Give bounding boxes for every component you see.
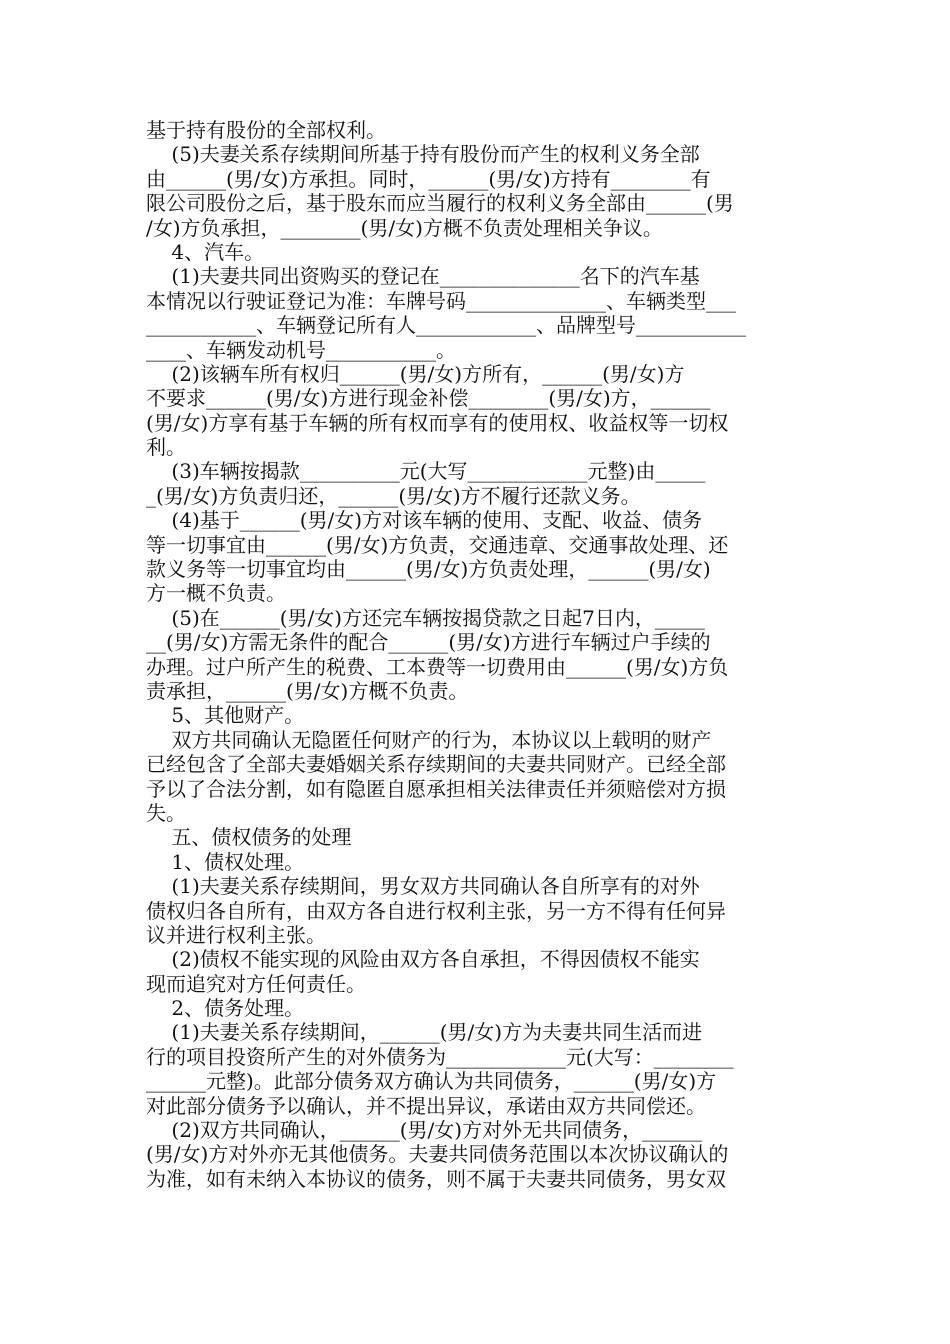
text-line: 基于持有股份的全部权利。 <box>146 118 386 142</box>
text-line: (5)夫妻关系存续期间所基于持有股份而产生的权利义务全部 <box>146 142 700 167</box>
text-line: 等一切事宜由______(男/女)方负责，交通违章、交通事故处理、还 <box>146 532 729 557</box>
section-heading: 五、债权债务的处理 <box>146 825 352 850</box>
text-line: 双方共同确认无隐匿任何财产的行为，本协议以上载明的财产 <box>146 727 712 752</box>
section-heading: 2、债务处理。 <box>146 996 305 1021</box>
text-line: 由______(男/女)方承担。同时，______(男/女)方持有________有 <box>146 166 711 191</box>
text-line: (男/女)方享有基于车辆的所有权而享有的使用权、收益权等一切权 <box>146 410 729 435</box>
text-line: 为准，如有未纳入本协议的债务，则不属于夫妻共同债务，男女双 <box>146 1166 726 1191</box>
text-line: _(男/女)方负责归还，______(男/女)方不履行还款义务。 <box>146 483 641 508</box>
text-line: 对此部分债务予以确认，并不提出异议，承诺由双方共同偿还。 <box>146 1093 706 1118</box>
text-line: 本情况以行驶证登记为准：车牌号码______________、车辆类型___ <box>146 288 736 313</box>
text-line: 责承担，______(男/女)方概不负责。 <box>146 678 469 703</box>
text-line: (1)夫妻关系存续期间，______(男/女)方为夫妻共同生活而进 <box>146 1020 703 1045</box>
text-line: 已经包含了全部夫妻婚姻关系存续期间的夫妻共同财产。已经全部 <box>146 752 726 777</box>
text-line: 行的项目投资所产生的对外债务为____________元(大写：________ <box>146 1044 734 1069</box>
text-line: (2)该辆车所有权归______(男/女)方所有，______(男/女)方 <box>146 361 685 386</box>
text-line: (1)夫妻共同出资购买的登记在______________名下的汽车基 <box>146 264 700 289</box>
text-line: __(男/女)方需无条件的配合______(男/女)方进行车辆过户手续的 <box>146 630 711 655</box>
text-line: 不要求______(男/女)方进行现金补偿________(男/女)方，______ <box>146 386 711 411</box>
text-line: (4)基于______(男/女)方对该车辆的使用、支配、收益、债务 <box>146 508 703 533</box>
text-line: 款义务等一切事宜均由______(男/女)方负责处理，______(男/女) <box>146 557 711 582</box>
text-line: /女)方负承担，________(男/女)方概不负责处理相关争议。 <box>146 215 663 240</box>
text-line: ____、车辆发动机号___________。 <box>146 337 456 362</box>
text-line: (5)在______(男/女)方还完车辆按揭贷款之日起7日内，_____ <box>146 605 705 630</box>
text-line: 办理。过户所产生的税费、工本费等一切费用由______(男/女)方负 <box>146 654 729 679</box>
text-line: (2)双方共同确认，______(男/女)方对外无共同债务，______ <box>146 1118 703 1143</box>
text-line: 失。 <box>146 800 186 825</box>
text-line: 现而追究对方任何责任。 <box>146 971 366 996</box>
text-line: 限公司股份之后，基于股东而应当履行的权利义务全部由______(男 <box>146 191 734 216</box>
text-line: 议并进行权利主张。 <box>146 922 326 947</box>
text-line: (2)债权不能实现的风险由双方各自承担，不得因债权不能实 <box>146 947 700 972</box>
text-line: (3)车辆按揭款__________元(大写____________元整)由_____ <box>146 459 706 484</box>
text-line: (男/女)方对外亦无其他债务。夫妻共同债务范围以本次协议确认的 <box>146 1142 729 1167</box>
text-line: 方一概不负责。 <box>146 581 286 606</box>
text-line: (1)夫妻关系存续期间，男女双方共同确认各自所享有的对外 <box>146 874 700 899</box>
section-heading: 5、其他财产。 <box>146 703 305 728</box>
text-line: 予以了合法分割，如有隐匿自愿承担相关法律责任并须赔偿对方损 <box>146 776 726 801</box>
text-line: ______元整)。此部分债务双方确认为共同债务，______(男/女)方 <box>146 1069 717 1094</box>
section-heading: 1、债权处理。 <box>146 849 305 874</box>
section-heading: 4、汽车。 <box>146 239 265 264</box>
text-line: 债权归各自所有，由双方各自进行权利主张，另一方不得有任何异 <box>146 898 726 923</box>
document-body <box>146 118 806 1191</box>
text-line: ___________、车辆登记所有人____________、品牌型号___________ <box>146 313 746 338</box>
text-line: 利。 <box>146 435 186 460</box>
